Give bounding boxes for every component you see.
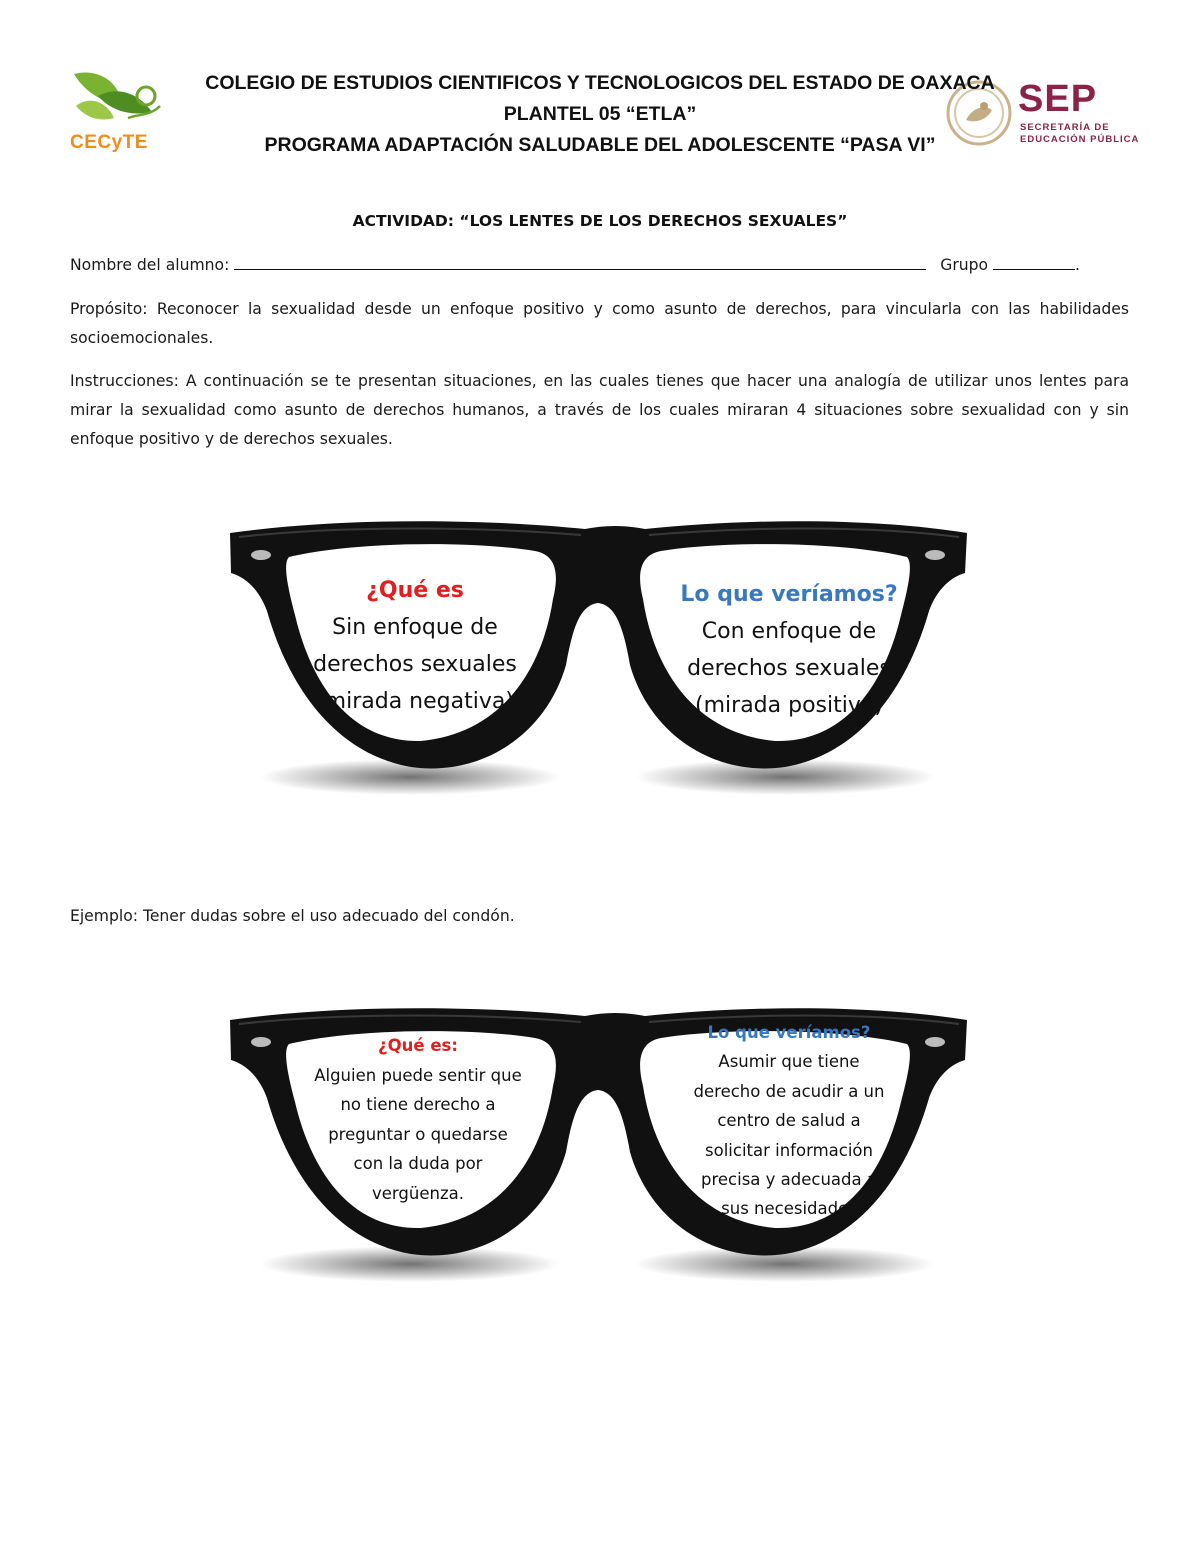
glasses-2-right-line: centro de salud a — [717, 1111, 861, 1131]
glasses-2-right-line: solicitar información — [705, 1140, 873, 1160]
glasses-1-right-line: derechos sexuales — [687, 656, 891, 681]
program-name: PROGRAMA ADAPTACIÓN SALUDABLE DEL ADOLESCENTE “PASA VI” — [264, 134, 936, 156]
glasses-2-left-line: con la duda por — [353, 1154, 483, 1174]
group-end: . — [1075, 256, 1081, 274]
glasses-2-right-line: derecho de acudir a un — [693, 1081, 885, 1101]
group-label: Grupo — [940, 256, 989, 274]
glasses-1-left-line: Sin enfoque de — [332, 615, 498, 640]
glasses-1-right-line: (mirada positiva) — [695, 693, 883, 718]
glasses-2-left-line: preguntar o quedarse — [328, 1124, 508, 1144]
name-label: Nombre del alumno: — [70, 256, 230, 274]
cecyte-logo-text: CECyTE — [70, 132, 148, 153]
sep-subtitle-1: SECRETARÍA DE — [1020, 122, 1110, 133]
school-name: COLEGIO DE ESTUDIOS CIENTIFICOS Y TECNOLOGICOS DEL ESTADO DE OAXACA — [205, 72, 995, 94]
example-paragraph: Ejemplo: Tener dudas sobre el uso adecuado del condón. — [70, 907, 515, 925]
glasses-2-right-line: precisa y adecuada a — [701, 1170, 877, 1190]
glasses-2-left-line: vergüenza. — [372, 1183, 464, 1203]
glasses-1-left-lens — [290, 572, 540, 720]
student-form-line — [70, 254, 1130, 276]
glasses-2-right-lens — [660, 1018, 918, 1224]
glasses-1-left-line: derechos sexuales — [313, 652, 517, 677]
sep-logo-text: SEP — [1018, 78, 1098, 120]
glasses-2-left-title: ¿Qué es: — [378, 1036, 458, 1055]
glasses-1-left-line: (mirada negativa) — [316, 689, 514, 714]
glasses-1-right-lens — [660, 576, 918, 724]
name-input-line[interactable] — [234, 255, 926, 270]
glasses-2-right-line: Asumir que tiene — [718, 1052, 860, 1072]
group-input-line[interactable] — [993, 255, 1075, 270]
glasses-1-left-title: ¿Qué es — [366, 578, 464, 603]
sep-subtitle-2: EDUCACIÓN PÚBLICA — [1020, 134, 1140, 145]
glasses-2-left-line: no tiene derecho a — [340, 1095, 496, 1115]
glasses-2-right-title: Lo que veríamos? — [707, 1023, 871, 1042]
glasses-1-right-title: Lo que veríamos? — [680, 582, 898, 607]
campus-name: PLANTEL 05 “ETLA” — [503, 103, 697, 125]
instructions-paragraph: Instrucciones: A continuación se te presentan situaciones, en las cuales tienes que hacer una analogía de utilizar unos lentes para mirar la sexualidad como asunto de derechos humanos, a través de los cuales miraran 4 situaciones sobre sexualidad con y sin enfoque positivo y de derechos sexuales. — [70, 372, 1129, 448]
purpose-paragraph: Propósito: Reconocer la sexualidad desde un enfoque positivo y como asunto de derechos, para vincularla con las habilidades socioemocionales. — [70, 300, 1129, 347]
glasses-2-left-line: Alguien puede sentir que — [314, 1065, 522, 1085]
activity-title: ACTIVIDAD: “LOS LENTES DE LOS DERECHOS SEXUALES” — [352, 212, 848, 230]
glasses-1-right-line: Con enfoque de — [701, 619, 877, 644]
glasses-2-right-line: sus necesidades — [721, 1199, 857, 1219]
glasses-2-left-lens — [300, 1031, 536, 1209]
